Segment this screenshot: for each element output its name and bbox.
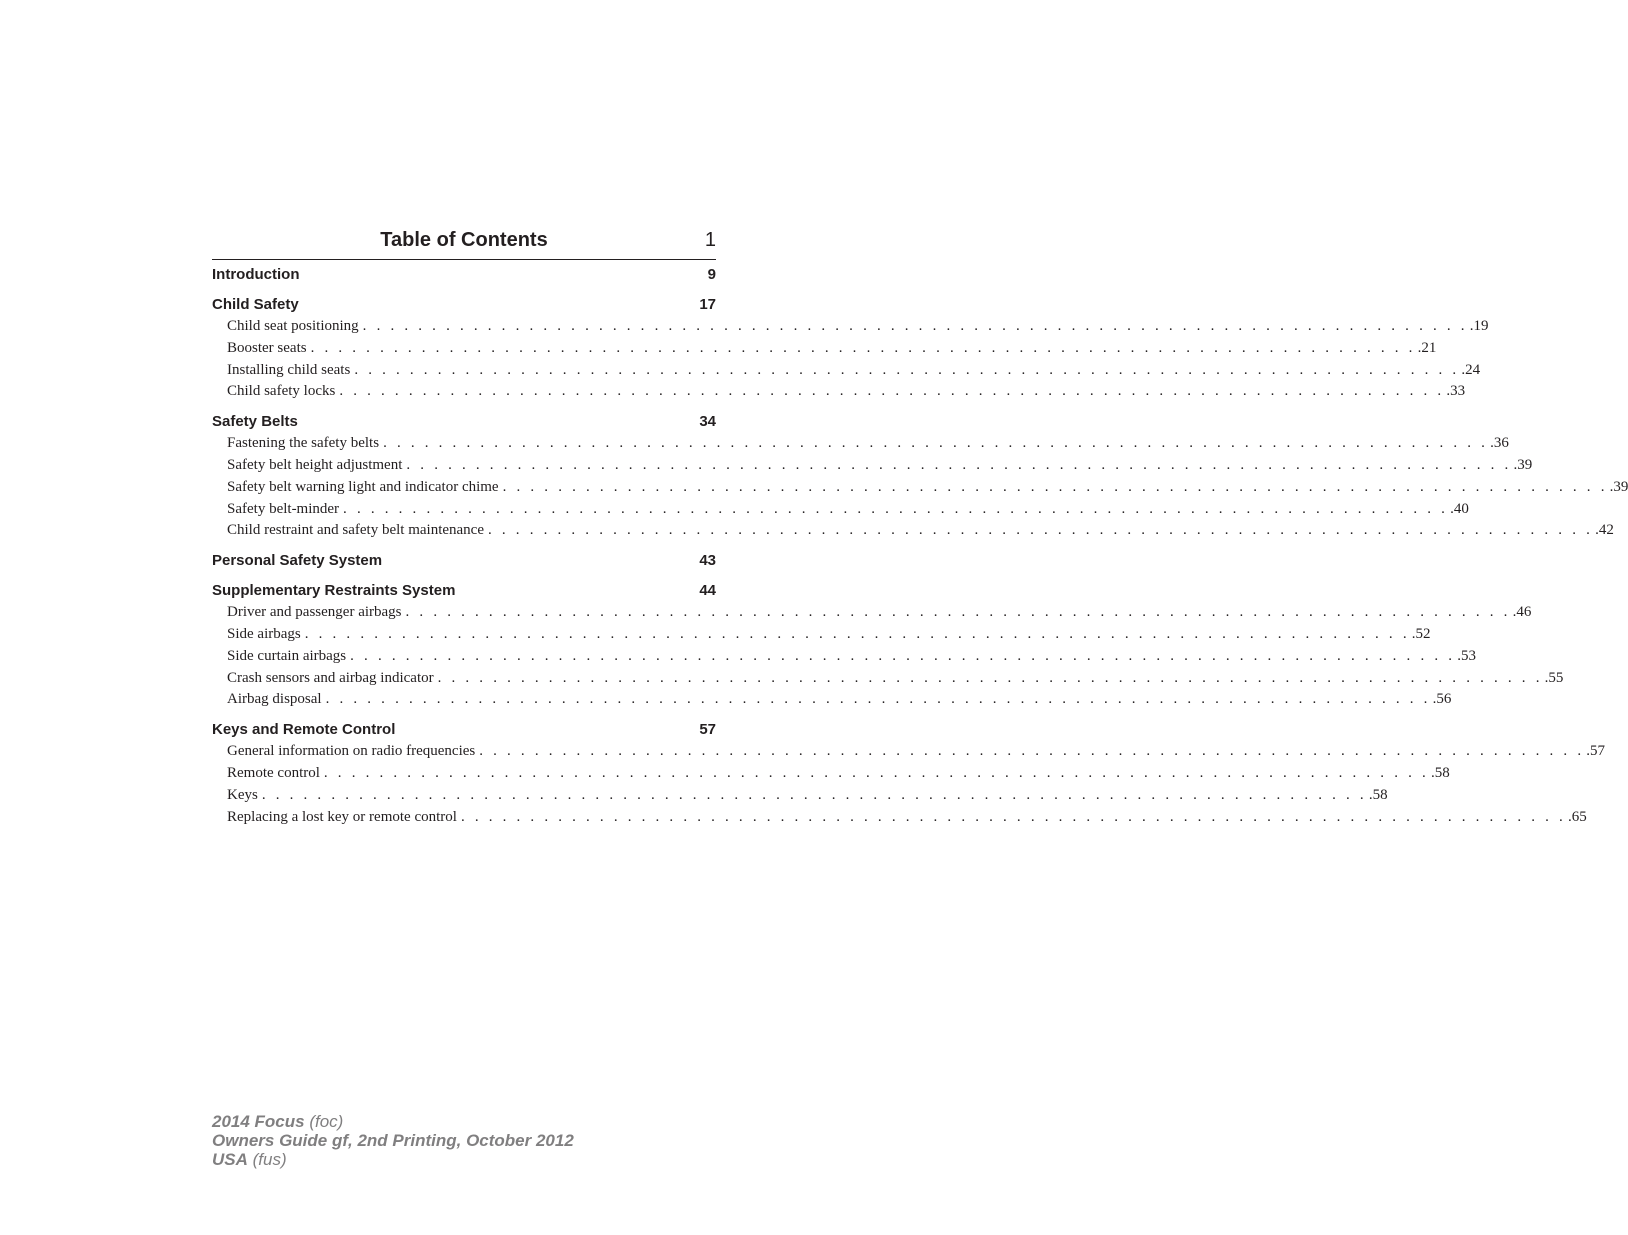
footer-line-guide: Owners Guide gf, 2nd Printing, October 2012 bbox=[212, 1131, 574, 1150]
toc-entry[interactable] bbox=[212, 808, 1587, 831]
toc-entry-label: Safety belt warning light and indicator chime bbox=[227, 478, 499, 495]
toc-entry-page: .58 bbox=[1430, 764, 1450, 781]
toc-section-heading[interactable] bbox=[212, 413, 716, 435]
toc-entry[interactable] bbox=[212, 786, 1388, 809]
toc-entry-page: .58 bbox=[1368, 786, 1388, 803]
toc-entry-page: .42 bbox=[1595, 522, 1614, 539]
toc-entry[interactable] bbox=[212, 478, 1628, 501]
toc-section-page: 34 bbox=[699, 413, 716, 431]
toc-section-heading[interactable] bbox=[212, 296, 716, 318]
toc-entry[interactable] bbox=[212, 318, 1489, 340]
toc-entry-page: .36 bbox=[1490, 435, 1509, 452]
toc-section-page: 44 bbox=[699, 582, 716, 600]
dot-leader: . . . . . . . . . . . . . . . . . . . . . . . . . . . . . . . . . . . . . . . . . . . . . . . . . . . . . . . . . . . . . . . . . . . . . . . . . . . . . . . . bbox=[406, 456, 1512, 473]
toc-entry-page: .33 bbox=[1446, 383, 1466, 400]
toc-section-heading[interactable] bbox=[212, 721, 716, 743]
toc-section bbox=[212, 413, 1628, 544]
toc-entry-page: .56 bbox=[1432, 691, 1452, 708]
toc-entry[interactable] bbox=[212, 604, 1532, 626]
toc-section bbox=[212, 721, 1606, 830]
toc-entry-page: .55 bbox=[1544, 669, 1564, 686]
toc-section-title: Keys and Remote Control bbox=[212, 721, 396, 739]
dot-leader: . . . . . . . . . . . . . . . . . . . . . . . . . . . . . . . . . . . . . . . . . . . . . . . . . . . . . . . . . . . . . . . . . . . . . . . . . . . . . . . . bbox=[405, 604, 1511, 621]
toc-entry-label: Fastening the safety belts bbox=[227, 435, 380, 452]
dot-leader: . . . . . . . . . . . . . . . . . . . . . . . . . . . . . . . . . . . . . . . . . . . . . . . . . . . . . . . . . . . . . . . . . . . . . . . . . . . . . . . . bbox=[502, 478, 1608, 495]
dot-leader: . . . . . . . . . . . . . . . . . . . . . . . . . . . . . . . . . . . . . . . . . . . . . . . . . . . . . . . . . . . . . . . . . . . . . . . . . . . . . . . . bbox=[310, 339, 1416, 356]
toc-entry-label: Booster seats bbox=[227, 339, 307, 356]
toc-section bbox=[212, 552, 716, 574]
footer-line-model: 2014 Focus (foc) bbox=[212, 1112, 344, 1131]
dot-leader: . . . . . . . . . . . . . . . . . . . . . . . . . . . . . . . . . . . . . . . . . . . . . . . . . . . . . . . . . . . . . . . . . . . . . . . . . . . . . . . . bbox=[460, 808, 1566, 825]
toc-section-page: 9 bbox=[707, 266, 716, 283]
table-of-contents bbox=[212, 266, 1628, 838]
toc-entry-label: Installing child seats bbox=[227, 361, 351, 378]
toc-entry-page: .24 bbox=[1461, 361, 1481, 378]
toc-entry-label: Replacing a lost key or remote control bbox=[227, 808, 457, 825]
toc-section bbox=[212, 296, 1489, 405]
toc-entry-label: Safety belt height adjustment bbox=[227, 456, 403, 473]
toc-section-heading[interactable] bbox=[212, 552, 716, 574]
toc-entry[interactable] bbox=[212, 500, 1469, 523]
toc-section bbox=[212, 582, 1564, 713]
toc-entry-page: .57 bbox=[1586, 743, 1606, 760]
toc-entry-label: Side curtain airbags bbox=[227, 647, 347, 664]
toc-section-page: 43 bbox=[699, 552, 716, 570]
dot-leader: . . . . . . . . . . . . . . . . . . . . . . . . . . . . . . . . . . . . . . . . . . . . . . . . . . . . . . . . . . . . . . . . . . . . . . . . . . . . . . . . bbox=[304, 625, 1410, 642]
document-footer bbox=[212, 1112, 574, 1169]
toc-entry-label: Airbag disposal bbox=[227, 691, 322, 708]
dot-leader: . . . . . . . . . . . . . . . . . . . . . . . . . . . . . . . . . . . . . . . . . . . . . . . . . . . . . . . . . . . . . . . . . . . . . . . . . . . . . . . . bbox=[383, 435, 1489, 452]
toc-entry-label: Side airbags bbox=[227, 625, 301, 642]
toc-section-heading[interactable] bbox=[212, 582, 716, 604]
dot-leader: . . . . . . . . . . . . . . . . . . . . . . . . . . . . . . . . . . . . . . . . . . . . . . . . . . . . . . . . . . . . . . . . . . . . . . . . . . . . . . . . bbox=[261, 786, 1367, 803]
page-header bbox=[212, 229, 716, 260]
toc-entry[interactable] bbox=[212, 764, 1450, 787]
dot-leader: . . . . . . . . . . . . . . . . . . . . . . . . . . . . . . . . . . . . . . . . . . . . . . . . . . . . . . . . . . . . . . . . . . . . . . . . . . . . . . . . bbox=[325, 691, 1431, 708]
toc-entry-label: Child restraint and safety belt maintenance bbox=[227, 522, 484, 539]
toc-entry-label: Child safety locks bbox=[227, 383, 336, 400]
toc-entry-label: Safety belt-minder bbox=[227, 500, 340, 517]
toc-entry-page: .19 bbox=[1469, 318, 1489, 334]
toc-entry-label: Remote control bbox=[227, 764, 320, 781]
toc-section-page: 57 bbox=[699, 721, 716, 739]
dot-leader: . . . . . . . . . . . . . . . . . . . . . . . . . . . . . . . . . . . . . . . . . . . . . . . . . . . . . . . . . . . . . . . . . . . . . . . . . . . . . . . . bbox=[339, 383, 1445, 400]
toc-entry-page: .52 bbox=[1411, 625, 1431, 642]
toc-entry-label: Child seat positioning bbox=[227, 318, 359, 334]
dot-leader: . . . . . . . . . . . . . . . . . . . . . . . . . . . . . . . . . . . . . . . . . . . . . . . . . . . . . . . . . . . . . . . . . . . . . . . . . . . . . . . . bbox=[488, 522, 1594, 539]
toc-section-title: Child Safety bbox=[212, 296, 299, 313]
toc-entry-page: .65 bbox=[1568, 808, 1587, 825]
dot-leader: . . . . . . . . . . . . . . . . . . . . . . . . . . . . . . . . . . . . . . . . . . . . . . . . . . . . . . . . . . . . . . . . . . . . . . . . . . . . . . . . bbox=[437, 669, 1543, 686]
toc-section-title: Personal Safety System bbox=[212, 552, 383, 570]
dot-leader: . . . . . . . . . . . . . . . . . . . . . . . . . . . . . . . . . . . . . . . . . . . . . . . . . . . . . . . . . . . . . . . . . . . . . . . . . . . . . . . . bbox=[343, 500, 1449, 517]
toc-entry[interactable] bbox=[212, 361, 1481, 384]
toc-entry[interactable] bbox=[212, 383, 1466, 405]
toc-section-page: 17 bbox=[699, 296, 716, 313]
toc-section-title: Supplementary Restraints System bbox=[212, 582, 456, 600]
toc-section-heading[interactable] bbox=[212, 266, 716, 288]
toc-entry[interactable] bbox=[212, 625, 1431, 648]
toc-entry-page: .46 bbox=[1512, 604, 1532, 621]
toc-entry-page: .53 bbox=[1457, 647, 1476, 664]
toc-entry[interactable] bbox=[212, 647, 1476, 670]
toc-section-title: Introduction bbox=[212, 266, 300, 283]
toc-entry[interactable] bbox=[212, 669, 1564, 692]
page-title: Table of Contents bbox=[380, 229, 548, 251]
toc-section-title: Safety Belts bbox=[212, 413, 298, 431]
toc-entry[interactable] bbox=[212, 435, 1509, 457]
toc-entry-page: .39 bbox=[1513, 456, 1533, 473]
toc-entry-page: .39 bbox=[1609, 478, 1628, 495]
dot-leader: . . . . . . . . . . . . . . . . . . . . . . . . . . . . . . . . . . . . . . . . . . . . . . . . . . . . . . . . . . . . . . . . . . . . . . . . . . . . . . . . bbox=[479, 743, 1585, 760]
toc-entry[interactable] bbox=[212, 339, 1437, 362]
toc-entry-label: Driver and passenger airbags bbox=[227, 604, 402, 621]
footer-line-region: USA (fus) bbox=[212, 1150, 287, 1169]
toc-entry[interactable] bbox=[212, 522, 1614, 544]
toc-entry[interactable] bbox=[212, 691, 1452, 713]
toc-entry[interactable] bbox=[212, 743, 1606, 765]
toc-entry-label: General information on radio frequencies bbox=[227, 743, 476, 760]
dot-leader: . . . . . . . . . . . . . . . . . . . . . . . . . . . . . . . . . . . . . . . . . . . . . . . . . . . . . . . . . . . . . . . . . . . . . . . . . . . . . . . . bbox=[350, 647, 1456, 664]
dot-leader: . . . . . . . . . . . . . . . . . . . . . . . . . . . . . . . . . . . . . . . . . . . . . . . . . . . . . . . . . . . . . . . . . . . . . . . . . . . . . . . . bbox=[362, 318, 1468, 334]
page-number: 1 bbox=[704, 229, 716, 251]
toc-entry-label: Crash sensors and airbag indicator bbox=[227, 669, 434, 686]
toc-entry-page: .40 bbox=[1450, 500, 1469, 517]
toc-entry[interactable] bbox=[212, 456, 1533, 479]
dot-leader: . . . . . . . . . . . . . . . . . . . . . . . . . . . . . . . . . . . . . . . . . . . . . . . . . . . . . . . . . . . . . . . . . . . . . . . . . . . . . . . . bbox=[323, 764, 1429, 781]
toc-section bbox=[212, 266, 716, 288]
toc-entry-page: .21 bbox=[1417, 339, 1437, 356]
dot-leader: . . . . . . . . . . . . . . . . . . . . . . . . . . . . . . . . . . . . . . . . . . . . . . . . . . . . . . . . . . . . . . . . . . . . . . . . . . . . . . . . bbox=[354, 361, 1460, 378]
toc-entry-label: Keys bbox=[227, 786, 258, 803]
